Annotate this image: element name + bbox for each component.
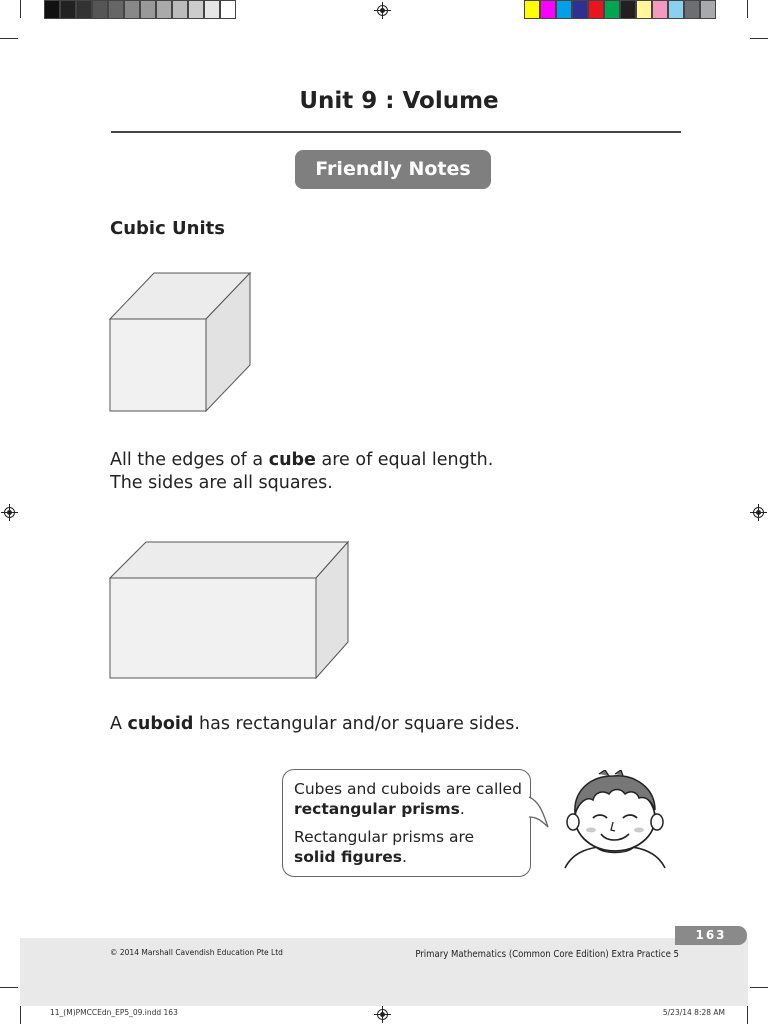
boy-character-illustration: [555, 770, 677, 870]
color-swatch: [652, 0, 668, 19]
speech-punctuation: .: [459, 800, 465, 818]
gray-swatch: [60, 0, 76, 19]
speech-punctuation: .: [402, 848, 407, 866]
cuboid-text-part: A: [110, 714, 128, 734]
speech-line-4: [294, 847, 407, 867]
gray-swatch: [204, 0, 220, 19]
color-swatch: [572, 0, 588, 19]
crop-mark: [0, 987, 18, 988]
page-number: 163: [675, 926, 747, 945]
print-datetime: 5/23/14 8:28 AM: [662, 1008, 725, 1017]
gray-swatch: [220, 0, 236, 19]
cuboid-term: cuboid: [127, 714, 194, 734]
cuboid-description: [110, 713, 520, 736]
crop-mark: [20, 1006, 21, 1024]
book-title: Primary Mathematics (Common Core Edition) Extra Practice 5: [415, 949, 679, 960]
crop-mark: [750, 38, 768, 39]
page-title: Unit 9 : Volume: [299, 88, 499, 114]
gray-swatch: [156, 0, 172, 19]
gray-swatch: [92, 0, 108, 19]
gray-swatch: [76, 0, 92, 19]
cube-figure: [108, 270, 254, 415]
cube-description-line-1: [110, 449, 493, 472]
color-swatch: [668, 0, 684, 19]
gray-swatch: [108, 0, 124, 19]
color-swatch: [636, 0, 652, 19]
cube-text-part: are of equal length.: [315, 450, 494, 470]
color-swatch: [524, 0, 540, 19]
section-heading: Cubic Units: [110, 218, 225, 239]
crop-mark: [0, 38, 18, 39]
color-swatch: [540, 0, 556, 19]
color-bar: [524, 0, 716, 19]
registration-mark-icon: [374, 2, 391, 19]
cube-description: [110, 449, 493, 495]
cube-text-part: All the edges of a: [110, 450, 269, 470]
crop-mark: [747, 1006, 748, 1024]
crop-mark: [20, 0, 21, 18]
color-swatch: [604, 0, 620, 19]
cube-description-line-2: The sides are all squares.: [110, 473, 333, 493]
gray-swatch: [140, 0, 156, 19]
title-divider: [111, 131, 681, 133]
crop-mark: [747, 0, 748, 18]
speech-line-1: Cubes and cuboids are called: [294, 780, 522, 798]
file-slug: 11_(M)PMCCEdn_EP5_09.indd 163: [50, 1008, 178, 1017]
cube-term: cube: [268, 450, 316, 470]
gray-swatch: [172, 0, 188, 19]
gray-swatch: [44, 0, 60, 19]
registration-mark-icon: [1, 504, 18, 521]
solid-figures-term: solid figures: [294, 848, 402, 866]
cuboid-text-part: has rectangular and/or square sides.: [193, 714, 520, 734]
copyright-notice: © 2014 Marshall Cavendish Education Pte Ltd: [110, 948, 283, 957]
crop-mark: [750, 987, 768, 988]
speech-line-2: [294, 799, 465, 819]
registration-mark-icon: [374, 1006, 391, 1023]
gray-swatch: [188, 0, 204, 19]
color-swatch: [556, 0, 572, 19]
speech-line-3: Rectangular prisms are: [294, 828, 475, 846]
speech-bubble-tail: [528, 795, 550, 831]
color-swatch: [700, 0, 716, 19]
friendly-notes-badge: Friendly Notes: [295, 150, 491, 189]
gray-swatch: [124, 0, 140, 19]
color-swatch: [620, 0, 636, 19]
cuboid-figure: [108, 540, 352, 681]
grayscale-bar: [44, 0, 236, 19]
color-swatch: [588, 0, 604, 19]
rectangular-prisms-term: rectangular prisms: [294, 800, 460, 818]
registration-mark-icon: [750, 504, 767, 521]
color-swatch: [684, 0, 700, 19]
